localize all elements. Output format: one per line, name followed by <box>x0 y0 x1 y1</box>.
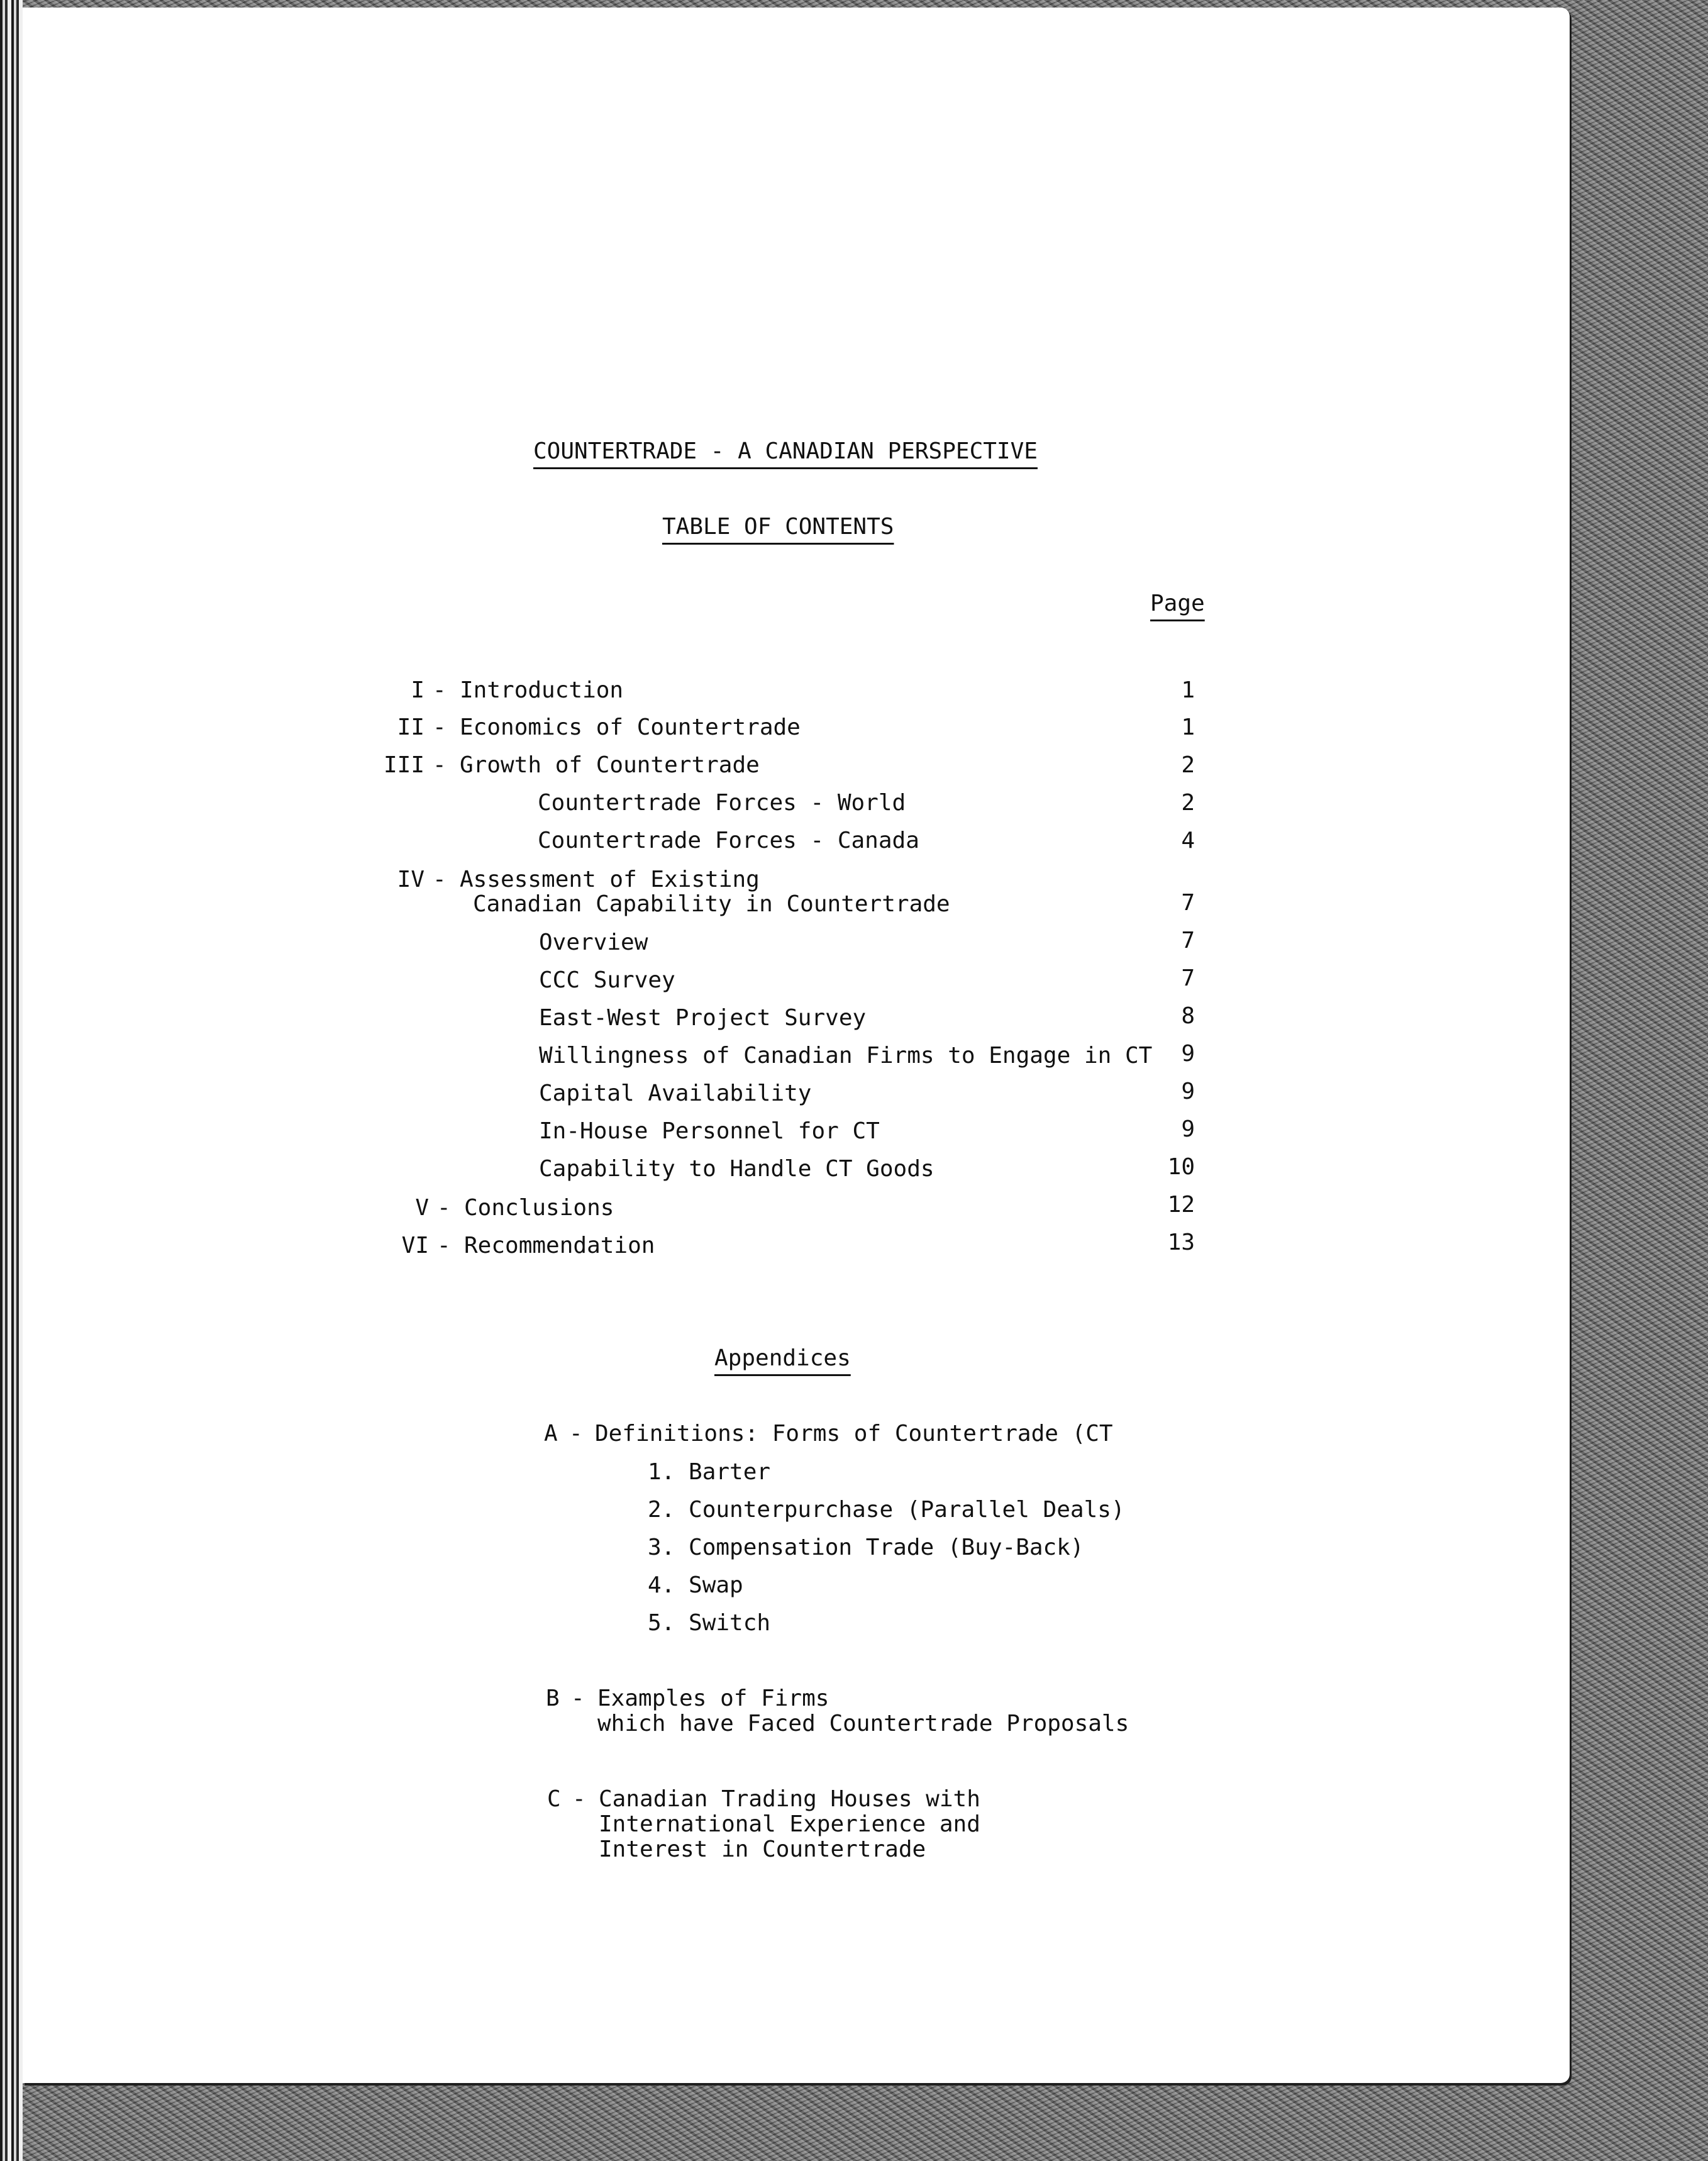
toc-entry-page: 2 <box>1181 790 1195 816</box>
toc-subentry-label: Capability to Handle CT Goods <box>539 1156 934 1182</box>
toc-entry-page: 7 <box>1181 928 1195 953</box>
toc-entry-page: 9 <box>1181 1079 1195 1104</box>
toc-entry-page: 9 <box>1181 1041 1195 1067</box>
section-dash: - <box>572 1786 586 1812</box>
document-title: COUNTERTRADE - A CANADIAN PERSPECTIVE <box>533 438 1038 464</box>
toc-subentry-label: Capital Availability <box>539 1080 812 1106</box>
appendix-b-title-continued: which have Faced Countertrade Proposals <box>597 1711 1129 1736</box>
toc-entry-label-continued: Canadian Capability in Countertrade <box>473 891 950 917</box>
toc-subentry-label: East-West Project Survey <box>539 1005 867 1031</box>
appendix-a-item: 2. Counterpurchase (Parallel Deals) <box>648 1497 1125 1523</box>
section-numeral: V <box>415 1195 429 1221</box>
section-dash: - <box>569 1421 583 1447</box>
toc-entry-label: Assessment of Existing <box>460 867 760 892</box>
section-dash: - <box>437 1233 451 1258</box>
toc-entry-label: Introduction <box>460 677 624 703</box>
appendix-c-title-continued: Interest in Countertrade <box>599 1836 926 1862</box>
appendix-c-title-continued: International Experience and <box>599 1811 980 1837</box>
appendix-a-item: 5. Switch <box>648 1610 771 1636</box>
appendix-a-item: 1. Barter <box>648 1459 771 1485</box>
appendices-heading: Appendices <box>714 1345 851 1371</box>
section-dash: - <box>433 867 446 892</box>
section-dash: - <box>571 1686 585 1711</box>
toc-entry-page: 1 <box>1181 714 1195 740</box>
section-dash: - <box>433 752 446 778</box>
toc-entry-page: 7 <box>1181 965 1195 991</box>
page-column-header: Page <box>1150 591 1205 616</box>
toc-subentry-label: CCC Survey <box>539 967 675 993</box>
appendix-b-title: Examples of Firms <box>597 1686 829 1711</box>
appendix-a-title: Definitions: Forms of Countertrade (CT <box>595 1421 1113 1447</box>
toc-subentry-label: In-House Personnel for CT <box>539 1118 880 1144</box>
appendix-c-title: Canadian Trading Houses with <box>599 1786 980 1812</box>
toc-entry-label: Recommendation <box>464 1233 655 1258</box>
section-dash: - <box>433 677 446 703</box>
toc-entry-page: 10 <box>1167 1154 1195 1180</box>
appendix-letter: C <box>547 1786 561 1812</box>
appendix-letter: B <box>546 1686 560 1711</box>
section-dash: - <box>433 714 446 740</box>
section-numeral: II <box>397 714 424 740</box>
appendix-a-item: 4. Swap <box>648 1572 743 1598</box>
toc-subentry-label: Countertrade Forces - World <box>538 790 906 816</box>
toc-entry-page: 4 <box>1181 828 1195 853</box>
toc-entry-page: 9 <box>1181 1116 1195 1142</box>
toc-entry-page: 12 <box>1167 1192 1195 1218</box>
toc-heading: TABLE OF CONTENTS <box>662 514 894 540</box>
section-dash: - <box>437 1195 451 1221</box>
appendix-letter: A <box>544 1421 558 1447</box>
appendix-a-item: 3. Compensation Trade (Buy-Back) <box>648 1535 1084 1560</box>
toc-entry-page: 1 <box>1181 677 1195 703</box>
toc-subentry-label: Countertrade Forces - Canada <box>538 828 919 853</box>
toc-entry-label: Economics of Countertrade <box>460 714 801 740</box>
section-numeral: III <box>383 752 424 778</box>
toc-entry-page: 2 <box>1181 752 1195 778</box>
toc-entry-label: Growth of Countertrade <box>460 752 760 778</box>
toc-entry-page: 7 <box>1181 890 1195 916</box>
toc-entry-label: Conclusions <box>464 1195 614 1221</box>
toc-entry-page: 13 <box>1167 1230 1195 1255</box>
toc-subentry-label: Overview <box>539 930 648 955</box>
section-numeral: IV <box>397 867 424 892</box>
toc-subentry-label: Willingness of Canadian Firms to Engage in CT <box>539 1043 1153 1069</box>
section-numeral: VI <box>401 1233 429 1258</box>
section-numeral: I <box>411 677 424 703</box>
toc-entry-page: 8 <box>1181 1003 1195 1029</box>
